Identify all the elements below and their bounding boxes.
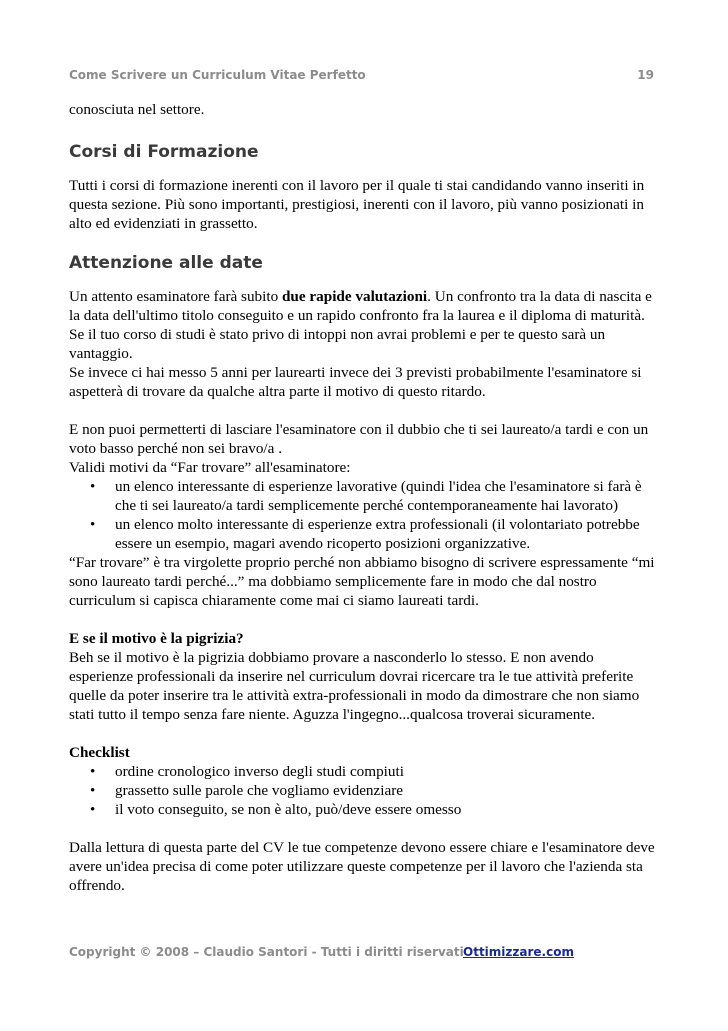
paragraph-ritardo: Se invece ci hai messo 5 anni per laurearti invece dei 3 previsti probabilmente l'esaminatore si aspetterà di trovare da qualche altra parte il motivo di questo ritardo. <box>69 364 642 400</box>
bullet-icon: • <box>90 782 96 799</box>
paragraph-valutazioni: Un attento esaminatore farà subito due rapide valutazioni. Un confronto tra la data di nascita e la data dell'ultimo titolo conseguito e un rapido confronto fra la laurea e il diploma di maturità. Se il tuo corso di studi è stato privo di intoppi non avrai problemi e per te questo sarà un vantaggio. <box>69 288 652 362</box>
page-content <box>69 100 659 895</box>
paragraph-dubbio: E non puoi permetterti di lasciare l'esaminatore con il dubbio che ti sei laureato/a tardi e con un voto basso perché non sei bravo/a . <box>69 421 649 457</box>
heading-corsi-formazione: Corsi di Formazione <box>69 142 259 162</box>
list-item: • ordine cronologico inverso degli studi compiuti <box>90 763 404 780</box>
bullet-icon: • <box>90 801 96 818</box>
heading-checklist: Checklist <box>69 744 130 761</box>
bold-due-rapide-valutazioni: due rapide valutazioni <box>281 288 428 305</box>
checklist-list <box>69 762 659 819</box>
page-number: 19 <box>637 68 654 82</box>
paragraph-validi-motivi: Validi motivi da “Far trovare” all'esaminatore: <box>69 459 351 476</box>
paragraph-pigrizia: Beh se il motivo è la pigrizia dobbiamo provare a nasconderlo lo stesso. E non avendo esperienze professionali da inserire nel curriculum dovrai ricercare tra le tue attività preferite quelle da poter inserire tra le attività extra-professionali in modo da dimostrare che non siamo stati tutto il tempo senza fare niente. Aguzza l'ingegno...qualcosa troverai sicuramente. <box>69 649 640 723</box>
paragraph-corsi: Tutti i corsi di formazione inerenti con il lavoro per il quale ti stai candidando vanno inseriti in questa sezione. Più sono importanti, prestigiosi, inerenti con il lavoro, più vanno posizionati in alto ed evidenziati in grassetto. <box>69 177 645 232</box>
footer-copyright: Copyright © 2008 – Claudio Santori - Tutti i diritti riservati <box>69 945 464 959</box>
footer-link[interactable]: Ottimizzare.com <box>463 945 574 959</box>
list-item: • un elenco molto interessante di esperienze extra professionali (il volontariato potrebbe essere un esempio, magari avendo ricoperto posizioni organizzative. <box>90 516 640 552</box>
page-footer <box>69 945 574 959</box>
motivi-list <box>69 477 659 553</box>
paragraph-closing: Dalla lettura di questa parte del CV le tue competenze devono essere chiare e l'esaminatore deve avere un'idea precisa di come poter utilizzare queste competenze per il lavoro che l'azienda sta offrendo. <box>69 839 655 894</box>
list-item: • grassetto sulle parole che vogliamo evidenziare <box>90 782 404 799</box>
heading-pigrizia: E se il motivo è la pigrizia? <box>69 630 244 647</box>
bullet-icon: • <box>90 516 96 533</box>
list-item: • il voto conseguito, se non è alto, può/deve essere omesso <box>90 801 462 818</box>
bullet-icon: • <box>90 478 96 495</box>
page-header <box>69 68 654 86</box>
list-item: • un elenco interessante di esperienze lavorative (quindi l'idea che l'esaminatore si farà è che ti sei laureato/a tardi semplicemente perché contemporaneamente hai lavorato) <box>90 478 642 514</box>
heading-attenzione-date: Attenzione alle date <box>69 253 263 273</box>
intro-line: conosciuta nel settore. <box>69 101 205 118</box>
paragraph-far-trovare: “Far trovare” è tra virgolette proprio perché non abbiamo bisogno di scrivere espressamente “mi sono laureato tardi perché...” ma dobbiamo semplicemente fare in modo che dal nostro curriculum si capisca chiaramente come mai ci siamo laureati tardi. <box>69 554 655 609</box>
header-title: Come Scrivere un Curriculum Vitae Perfetto <box>69 68 366 82</box>
bullet-icon: • <box>90 763 96 780</box>
